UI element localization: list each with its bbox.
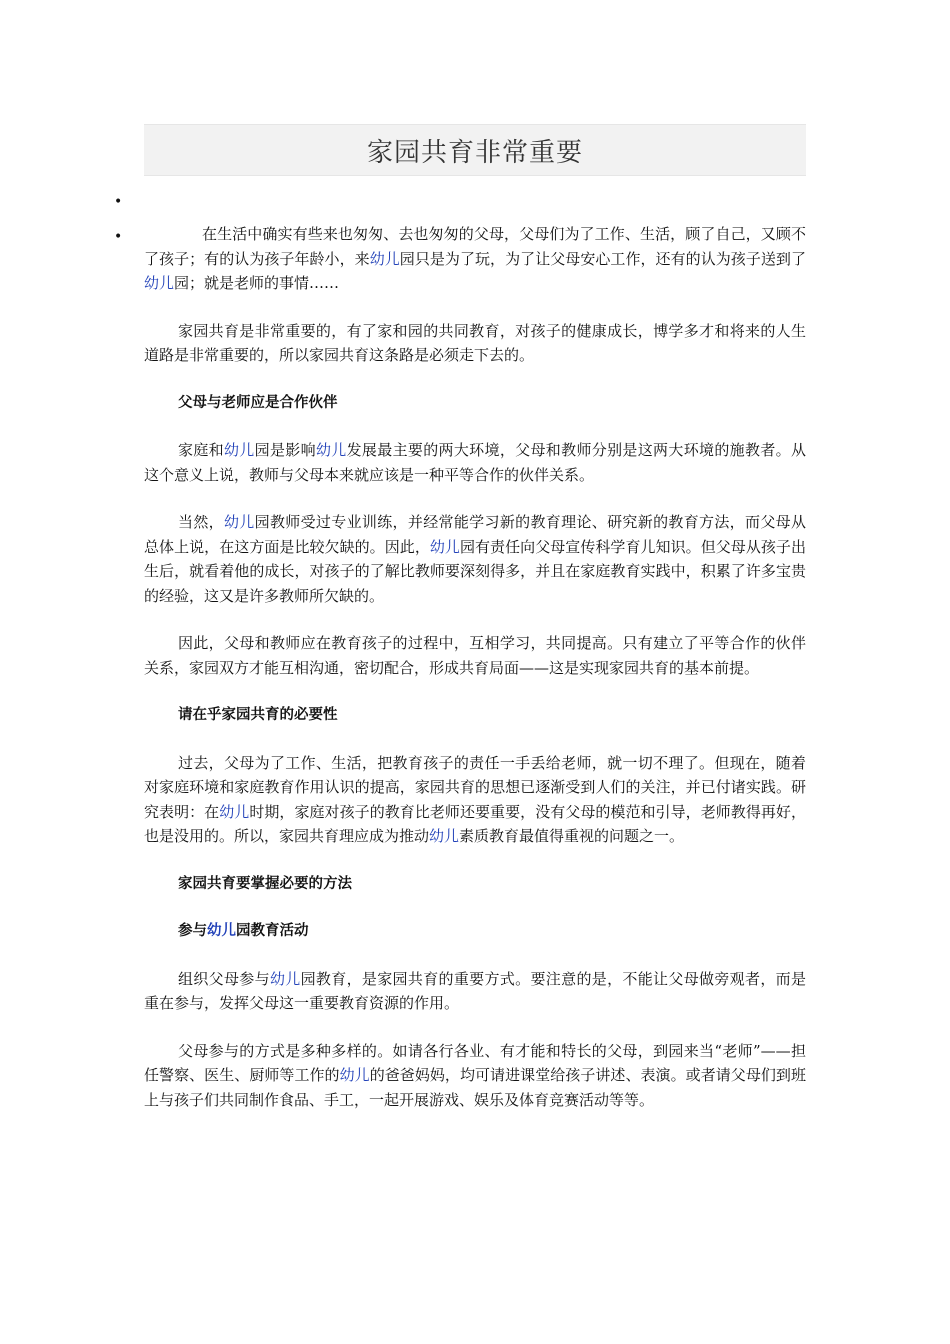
text-run: 过去，父母为了工作、生活，把教育孩子的责任一手丢给老师，就一切不理了。但现在，随着对家庭环境和家庭教育作用认识的提高，家园共育的思想已逐渐受到人们的关注，并已付诸实践。研究表明：在 [144,753,806,821]
text-run: 发展最主要的两大环境，父母和教师分别是这两大环境的施教者。从这个意义上说，教师与父母本来就应该是一种平等合作的伙伴关系。 [144,441,806,484]
text-run: 参与 [178,923,207,939]
keyword-link[interactable]: 幼儿 [429,827,460,845]
paragraph [144,222,806,296]
keyword-link[interactable]: 幼儿 [207,923,236,939]
keyword-link[interactable]: 幼儿 [269,969,301,988]
keyword-link[interactable]: 幼儿 [223,513,255,531]
text-run: 家庭和 [178,441,224,459]
text-run: 组织父母参与 [178,969,270,988]
text-run: 父母参与的方式是多种多样的。如请各行各业、有才能和特长的父母，到园来当“老师”——担任警察、医生、厨师等工作的 [144,1041,806,1084]
keyword-link[interactable]: 幼儿 [369,249,400,268]
article-body [144,222,806,1135]
keyword-link[interactable]: 幼儿 [429,537,460,556]
text-run: 在生活中确实有些来也匆匆、去也匆匆的父母，父母们为了工作、生活，顾了自己，又顾不了孩子；有的认为孩子年龄小，来 [144,225,806,268]
paragraph [144,510,806,608]
text-run: 素质教育最值得重视的问题之一。 [459,827,685,845]
paragraph [144,438,806,487]
text-run: 园有责任向父母宣传科学育儿知识。但父母从孩子出生后，就看着他的成长，对孩子的了解比教师要深刻得多，并且在家庭教育实践中，积累了许多宝贵的经验，这又是许多教师所欠缺的。 [144,537,806,605]
list-bullet: • [114,194,123,210]
text-run: 园是影响 [254,441,316,459]
keyword-link[interactable]: 幼儿 [315,441,347,459]
paragraph [144,751,806,849]
paragraph: 因此，父母和教师应在教育孩子的过程中，互相学习，共同提高。只有建立了平等合作的伙伴关系，家园双方才能互相沟通，密切配合，形成共育局面——这是实现家园共育的基本前提。 [144,634,806,677]
title-banner [144,124,806,176]
section-heading: 请在乎家园共育的必要性 [178,707,338,723]
list-bullet: • [114,229,123,245]
section-heading [144,919,806,944]
text-run: 园；就是老师的事情…… [174,274,340,292]
page-title: 家园共育非常重要 [366,137,583,168]
keyword-link[interactable]: 幼儿 [339,1066,370,1084]
text-run: 当然， [178,513,224,531]
text-run: 的爸爸妈妈，均可请进课堂给孩子讲述、表演。或者请父母们到班上与孩子们共同制作食品、手工，一起开展游戏、娱乐及体育竞赛活动等等。 [144,1066,806,1109]
text-run: 园只是为了玩，为了让父母安心工作，还有的认为孩子送到了 [399,249,806,268]
text-run: 园教育活动 [236,923,309,939]
text-run: 时期，家庭对孩子的教育比老师还要重要，没有父母的模范和引导，老师教得再好，也是没用的。所以，家园共育理应成为推动 [144,802,806,845]
keyword-link[interactable]: 幼儿 [223,441,255,459]
paragraph [144,1039,806,1113]
section-heading: 父母与老师应是合作伙伴 [178,394,338,411]
section-heading: 家园共育要掌握必要的方法 [178,875,352,892]
paragraph [144,967,806,1016]
keyword-link[interactable]: 幼儿 [219,802,250,821]
text-run: 园教育，是家园共育的重要方式。要注意的是，不能让父母做旁观者，而是重在参与，发挥父母这一重要教育资源的作用。 [144,969,806,1012]
keyword-link[interactable]: 幼儿 [144,274,175,292]
text-run: 园教师受过专业训练，并经常能学习新的教育理论、研究新的教育方法，而父母从总体上说，在这方面是比较欠缺的。因此， [144,513,806,556]
paragraph: 家园共育是非常重要的，有了家和园的共同教育，对孩子的健康成长，博学多才和将来的人生道路是非常重要的，所以家园共育这条路是必须走下去的。 [144,321,806,364]
